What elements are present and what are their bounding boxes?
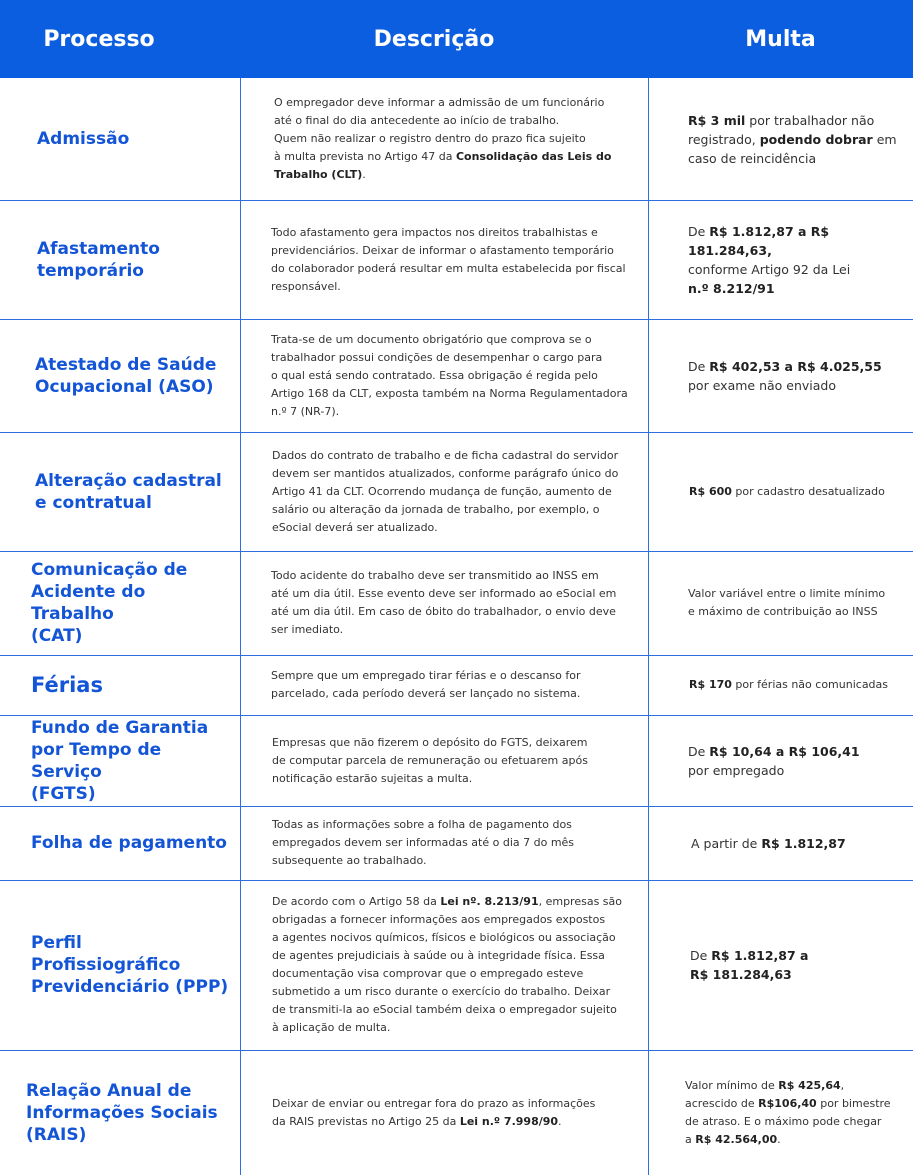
process-cell [35, 432, 234, 551]
fine-text-segment: por férias não comunicadas [731, 678, 889, 691]
process-name: Comunicação de Acidente do Trabalho (CAT) [31, 560, 188, 646]
description-text-segment: . [362, 168, 366, 181]
description-text-segment: Todas as informações sobre a folha de pagamento dos empregados devem ser informadas até o dia 7 do mês subsequente ao trabalhado. [272, 818, 575, 867]
description-cell [271, 551, 642, 655]
fine-text [688, 222, 909, 298]
fine-text [688, 742, 860, 780]
fine-cell [688, 551, 909, 655]
fine-text-segment: conforme Artigo 92 da Lei [688, 261, 851, 277]
description-text-segment: O empregador deve informar a admissão de um funcionário até o final do dia antecedente ao início de trabalho. Quem não realizar o registro dentro do prazo fica sujeito à multa prevista no Artigo 47 da [274, 96, 605, 163]
description-text-segment: Deixar de enviar ou entregar fora do prazo as informações da RAIS previstas no Artigo 25 da [272, 1096, 596, 1128]
process-cell [26, 1050, 234, 1175]
fine-text-segment: R$ 1.812,87 [761, 835, 846, 851]
fine-text-segment: n.º 8.212/91 [688, 280, 775, 296]
fine-text-segment: por exame não enviado [688, 377, 836, 393]
fine-text-segment: R$ 42.564,00 [695, 1132, 778, 1146]
fine-text-segment: A partir de [691, 835, 762, 851]
description-text-segment: Lei n.º 7.998/90 [459, 1114, 559, 1128]
table-row [0, 319, 913, 432]
fine-text-segment: por cadastro desatualizado [731, 484, 885, 498]
fine-cell [689, 655, 909, 715]
description-text [271, 567, 616, 639]
process-cell [35, 319, 234, 432]
description-cell [274, 78, 642, 200]
fine-text-segment: De [688, 358, 710, 374]
table-row [0, 1050, 913, 1175]
process-name: Admissão [37, 129, 130, 149]
description-text [271, 667, 581, 703]
process-cell [31, 551, 234, 655]
fine-text-segment: em caso de reincidência [688, 131, 897, 166]
table-row [0, 715, 913, 806]
fine-text [691, 834, 846, 853]
description-text [274, 94, 611, 184]
description-cell [272, 1050, 642, 1175]
fine-text-segment: De [688, 223, 710, 239]
fine-text-segment: De [690, 948, 712, 963]
process-name: Atestado de Saúde Ocupacional (ASO) [35, 354, 217, 397]
fine-text-segment: R$ 1.812,87 a R$ 181.284,63 [690, 948, 809, 982]
description-text-segment: , empresas são obrigadas a fornecer informações aos empregados expostos a agentes nocivos químicos, físicos e biológicos ou associação de agentes prejudiciais à saúde ou à integridade física. Essa documentação visa comprovar que o empregado esteve submetido a um risco durante o exercício do trabalho. Deixar de transmiti-la ao eSocial também deixa o empregador sujeito à aplicação de multa. [272, 895, 623, 1034]
description-text [272, 734, 588, 788]
description-text-segment: . [558, 1114, 562, 1128]
description-text-segment: Empresas que não fizerem o depósito do FGTS, deixarem de computar parcela de remuneração ou efetuarem após notificação estarão sujeitas a multa. [272, 735, 588, 785]
description-cell [271, 200, 642, 319]
description-cell [272, 715, 642, 806]
description-cell [272, 806, 642, 880]
fine-cell [688, 715, 909, 806]
description-text-segment: Consolidação das Leis do Trabalho (CLT) [274, 150, 612, 181]
fine-text [688, 111, 897, 168]
description-text-segment: Dados do contrato de trabalho e de ficha cadastral do servidor devem ser mantidos atualizados, conforme parágrafo único do Artigo 41 da CLT. Ocorrendo mudança de função, aumento de salário ou alteração da jornada de trabalho, por exemplo, o eSocial deverá ser atualizado. [272, 448, 619, 534]
description-cell [272, 432, 642, 551]
description-text-segment: Sempre que um empregado tirar férias e o descanso for parcelado, cada período deverá ser lançado no sistema. [271, 669, 581, 700]
fine-text-segment: De [688, 743, 710, 759]
fine-text-segment: R$ 10,64 a R$ 106,41 [709, 743, 860, 759]
process-cell [31, 806, 234, 880]
process-name: Afastamento temporário [37, 238, 160, 281]
process-cell [31, 655, 234, 715]
description-text [271, 331, 628, 421]
fine-cell [688, 319, 909, 432]
fine-cell [688, 78, 909, 200]
description-cell [271, 319, 642, 432]
fine-text-segment: R$106,40 [758, 1096, 817, 1110]
fine-cell [685, 1050, 909, 1175]
fine-text-segment: R$ 1.812,87 a R$ 181.284,63, [688, 223, 830, 258]
process-name: Alteração cadastral e contratual [35, 470, 222, 513]
process-name: Relação Anual de Informações Sociais (RAIS) [26, 1080, 218, 1145]
process-cell [37, 78, 234, 200]
fine-text-segment: Valor variável entre o limite mínimo e máximo de contribuição ao INSS [688, 587, 886, 618]
fine-cell [691, 806, 909, 880]
column-divider [648, 78, 649, 1175]
process-cell [31, 880, 234, 1050]
table-row [0, 78, 913, 200]
fine-text [690, 946, 808, 984]
column-divider [240, 78, 241, 1175]
process-name: Perfil Profissiográfico Previdenciário (PPP) [31, 933, 229, 997]
fine-cell [688, 200, 909, 319]
fine-text-segment: R$ 600 [689, 484, 732, 498]
table-row [0, 806, 913, 880]
process-name: Folha de pagamento [31, 833, 227, 853]
description-text [272, 1095, 595, 1131]
process-name: Fundo de Garantia por Tempo de Serviço (FGTS) [31, 717, 209, 804]
header-fine: Multa [745, 27, 816, 52]
fine-cell [690, 880, 909, 1050]
fine-text-segment: R$ 425,64 [778, 1078, 841, 1092]
process-cell [37, 200, 234, 319]
header-description: Descrição [373, 27, 495, 52]
process-name: Férias [31, 673, 103, 697]
description-text-segment: Todo afastamento gera impactos nos direitos trabalhistas e previdenciários. Deixar de informar o afastamento temporário do colaborador poderá resultar em multa estabelecida por fiscal responsável. [271, 225, 626, 293]
description-cell [271, 655, 642, 715]
fine-text-segment: Valor mínimo de [685, 1078, 779, 1092]
fine-text-segment: . [777, 1132, 781, 1146]
header-process: Processo [43, 27, 155, 52]
fine-text [689, 483, 885, 501]
fine-text [689, 676, 888, 694]
fine-text [688, 585, 885, 621]
fine-text [685, 1077, 891, 1149]
fine-text-segment: R$ 402,53 a R$ 4.025,55 [709, 358, 882, 374]
table-row [0, 200, 913, 319]
description-text [272, 816, 574, 870]
table-row [0, 880, 913, 1050]
fine-text [688, 357, 882, 395]
description-text [271, 224, 626, 296]
description-text [272, 447, 618, 537]
table-header [0, 0, 913, 78]
table-row [0, 655, 913, 715]
description-text-segment: Trata-se de um documento obrigatório que comprova se o trabalhador possui condições de desempenhar o cargo para o qual está sendo contratado. Essa obrigação é regida pelo Artigo 168 da CLT, exposta também na Norma Regulamentadora n.º 7 (NR-7). [271, 332, 628, 418]
table-row [0, 432, 913, 551]
fine-text-segment: podendo dobrar [759, 131, 873, 147]
description-text-segment: Todo acidente do trabalho deve ser transmitido ao INSS em até um dia útil. Esse evento deve ser informado ao eSocial em até um dia útil. Em caso de óbito do trabalhador, o envio deve ser imediato. [271, 569, 617, 636]
description-text [272, 893, 622, 1037]
description-cell [272, 880, 642, 1050]
fine-text-segment: por bimestre de atraso. E o máximo pode chegar a [685, 1096, 891, 1146]
fine-text-segment: R$ 170 [689, 678, 732, 691]
fine-text-segment: por trabalhador não registrado, [688, 112, 875, 147]
fine-text-segment: por empregado [688, 762, 785, 778]
fine-cell [689, 432, 909, 551]
process-cell [31, 715, 234, 806]
description-text-segment: De acordo com o Artigo 58 da [272, 895, 441, 908]
description-text-segment: Lei nº. 8.213/91 [440, 895, 539, 908]
fine-text-segment: R$ 3 mil [688, 112, 746, 128]
fine-text-segment: , acrescido de [685, 1078, 845, 1110]
table-row [0, 551, 913, 655]
